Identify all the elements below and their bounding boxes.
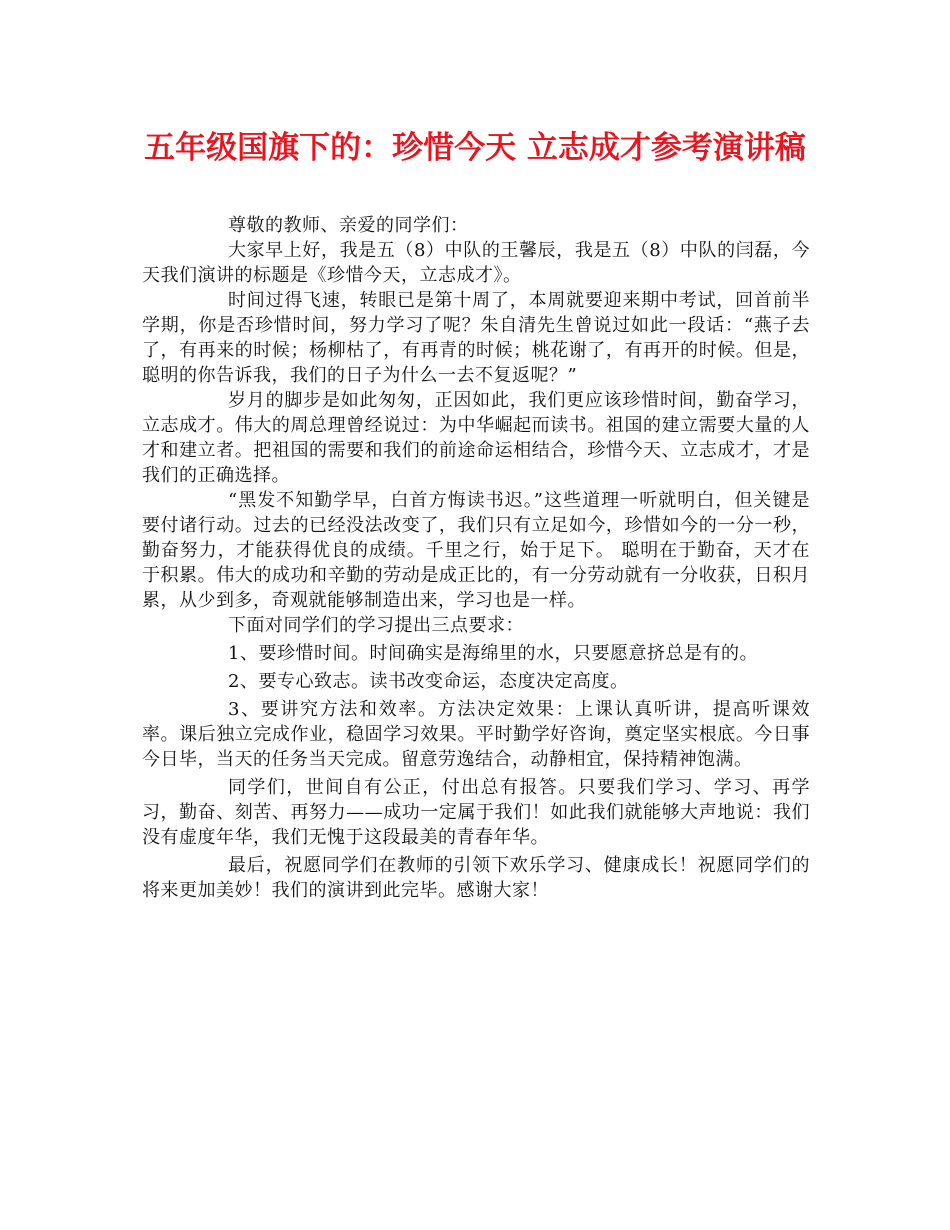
document-title: 五年级国旗下的：珍惜今天 立志成才参考演讲稿 xyxy=(144,130,806,166)
paragraph-closing: 最后，祝愿同学们在教师的引领下欢乐学习、健康成长！祝愿同学们的将来更加美妙！我们的演讲到此完毕。感谢大家！ xyxy=(142,855,810,901)
paragraph-requirement-1: 1、要珍惜时间。时间确实是海绵里的水，只要愿意挤总是有的。 xyxy=(228,643,758,664)
paragraph-requirement-2: 2、要专心致志。读书改变命运，态度决定高度。 xyxy=(228,671,629,692)
paragraph-requirements-intro: 下面对同学们的学习提出三点要求： xyxy=(228,615,524,636)
paragraph-salutation: 尊敬的教师、亲爱的同学们： xyxy=(228,215,469,236)
paragraph-encouragement: 同学们，世间自有公正，付出总有报答。只要我们学习、学习、再学习，勤奋、刻苦、再努力——成功一定属于我们！如此我们就能够大声地说：我们没有虚度年华，我们无愧于这段最美的青春年华。 xyxy=(142,777,810,848)
paragraph-requirement-3: 3、要讲究方法和效率。方法决定效果：上课认真听讲，提高听课效率。课后独立完成作业，稳固学习效果。平时勤学好咨询，奠定坚实根底。今日事今日毕，当天的任务当天完成。留意劳逸结合，动静相宜，保持精神饱满。 xyxy=(142,699,810,770)
paragraph-introduction: 大家早上好，我是五（8）中队的王馨辰，我是五（8）中队的闫磊，今天我们演讲的标题是《珍惜今天，立志成才》。 xyxy=(142,240,810,286)
paragraph-time-passing: 时间过得飞速，转眼已是第十周了，本周就要迎来期中考试，回首前半学期，你是否珍惜时间，努力学习了呢？朱自清先生曾说过如此一段话：“燕子去了，有再来的时候；杨柳枯了，有再青的时候；桃花谢了，有再开的时候。但是，聪明的你告诉我，我们的日子为什么一去不复返呢？” xyxy=(142,290,810,386)
document-body xyxy=(142,213,810,903)
paragraph-cherish-time: 岁月的脚步是如此匆匆，正因如此，我们更应该珍惜时间，勤奋学习，立志成才。伟大的周总理曾经说过：为中华崛起而读书。祖国的建立需要大量的人才和建立者。把祖国的需要和我们的前途命运相结合，珍惜今天、立志成才，才是我们的正确选择。 xyxy=(142,390,810,486)
paragraph-proverb: “黑发不知勤学早，白首方悔读书迟。”这些道理一听就明白，但关键是要付诸行动。过去的已经没法改变了，我们只有立足如今，珍惜如今的一分一秒，勤奋努力，才能获得优良的成绩。千里之行，始于足下。 聪明在于勤奋，天才在于积累。伟大的成功和辛勤的劳动是成正比的，有一分劳动就有一分收获，日积月累，从少到多，奇观就能够制造出来，学习也是一样。 xyxy=(142,490,810,611)
